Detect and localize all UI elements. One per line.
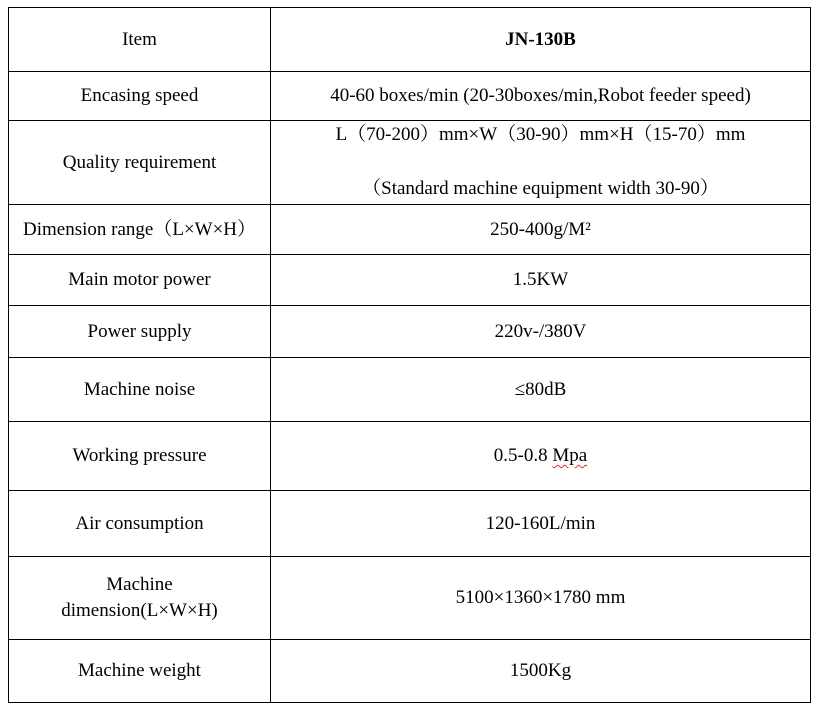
row-label-text: Working pressure bbox=[72, 445, 207, 466]
row-value bbox=[271, 640, 811, 703]
row-label bbox=[9, 491, 271, 557]
row-label-text: Machine noise bbox=[83, 378, 196, 400]
header-item-label: Item bbox=[122, 28, 157, 50]
table-row bbox=[9, 306, 811, 358]
row-label bbox=[9, 72, 271, 121]
row-value-text: ≤80dB bbox=[514, 378, 567, 400]
header-model-cell bbox=[271, 8, 811, 72]
row-value-text: 250-400g/M² bbox=[490, 218, 591, 240]
row-value bbox=[271, 72, 811, 121]
table-row bbox=[9, 640, 811, 703]
row-label-line-2: dimension(L×W×H) bbox=[61, 600, 218, 621]
row-value-line-1: L（70-200）mm×W（30-90）mm×H（15-70）mm bbox=[335, 123, 746, 145]
spec-table bbox=[8, 7, 811, 703]
row-value-unit: Mpa bbox=[552, 445, 588, 466]
table-row bbox=[9, 72, 811, 121]
row-label-text: Quality requirement bbox=[62, 151, 217, 173]
row-value bbox=[271, 557, 811, 640]
row-label-text: Air consumption bbox=[75, 512, 204, 534]
row-label-text: Machine weight bbox=[78, 660, 201, 681]
header-item-cell bbox=[9, 8, 271, 72]
row-value-text: 1500Kg bbox=[509, 660, 572, 681]
row-label bbox=[9, 306, 271, 358]
row-label bbox=[9, 358, 271, 422]
row-label-text: Dimension range（L×W×H） bbox=[22, 218, 257, 240]
row-value bbox=[271, 422, 811, 491]
row-label-text: Encasing speed bbox=[80, 85, 199, 106]
row-value bbox=[271, 358, 811, 422]
row-value-line-2: （Standard machine equipment width 30-90） bbox=[362, 177, 719, 199]
row-value-text: 0.5-0.8 bbox=[493, 445, 553, 466]
row-label-text: Power supply bbox=[87, 320, 192, 342]
row-label-text: Main motor power bbox=[68, 269, 211, 290]
row-value-text: 40-60 boxes/min (20-30boxes/min,Robot feeder speed) bbox=[330, 85, 751, 106]
row-label bbox=[9, 205, 271, 255]
row-value bbox=[271, 205, 811, 255]
row-value-text: 5100×1360×1780 mm bbox=[455, 587, 626, 608]
row-label bbox=[9, 422, 271, 491]
row-value bbox=[271, 491, 811, 557]
table-row bbox=[9, 205, 811, 255]
row-value-text: 120-160L/min bbox=[485, 512, 596, 534]
row-label bbox=[9, 121, 271, 205]
row-label bbox=[9, 255, 271, 306]
row-label bbox=[9, 640, 271, 703]
table-row bbox=[9, 491, 811, 557]
table-header-row bbox=[9, 8, 811, 72]
row-label-line-1: Machine bbox=[106, 574, 173, 595]
row-value bbox=[271, 306, 811, 358]
row-label bbox=[9, 557, 271, 640]
header-model-name: JN-130B bbox=[505, 28, 576, 50]
table-row bbox=[9, 255, 811, 306]
row-value-text: 220v-/380V bbox=[494, 320, 587, 342]
table-row bbox=[9, 121, 811, 205]
table-row bbox=[9, 358, 811, 422]
table-row bbox=[9, 422, 811, 491]
row-value bbox=[271, 255, 811, 306]
row-value bbox=[271, 121, 811, 205]
row-value-text: 1.5KW bbox=[512, 269, 569, 290]
table-row bbox=[9, 557, 811, 640]
